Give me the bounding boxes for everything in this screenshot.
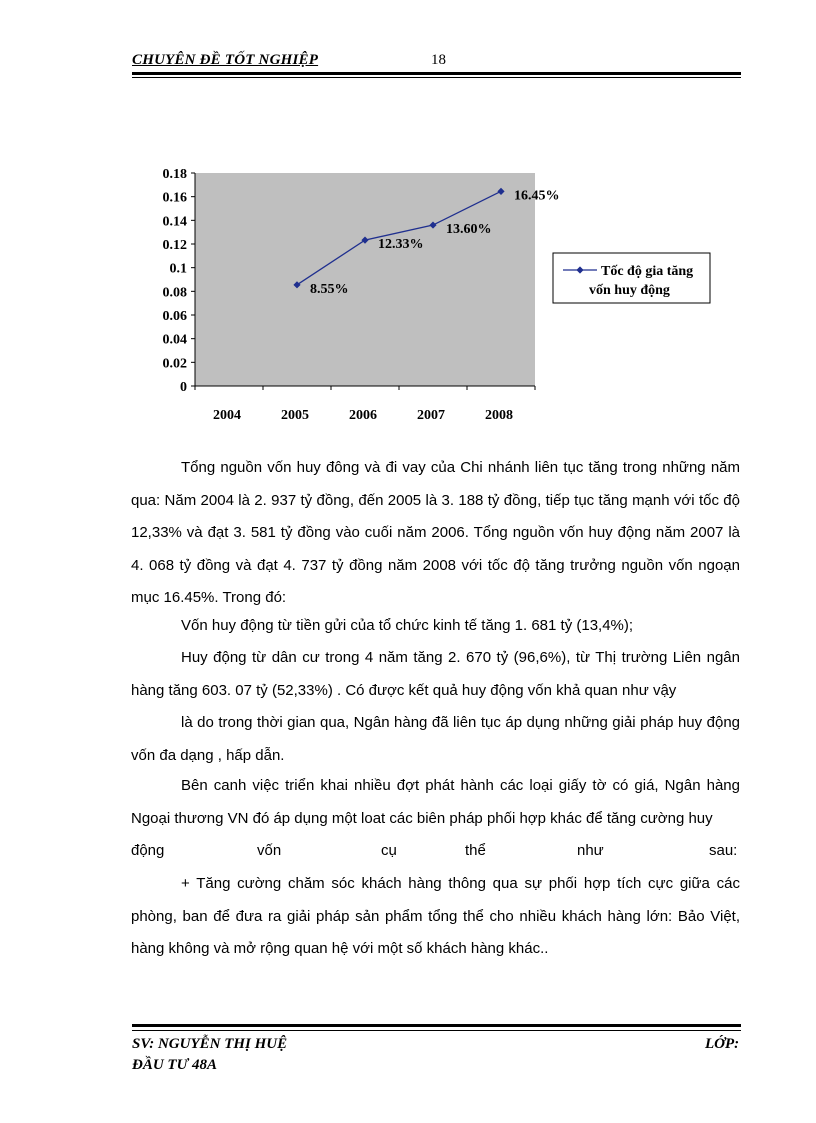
spread-word: động	[131, 842, 165, 859]
x-tick-label: 2004	[213, 408, 241, 423]
paragraph-measures: Bên canh việc triển khai nhiều đợt phát hành các loại giấy tờ có giá, Ngân hàng Ngoại thương VN đó áp dụng một loat các biên pháp phối hợp khác để tăng cường huy	[131, 777, 740, 827]
spread-words-line	[131, 842, 740, 862]
y-tick-label: 0.12	[162, 238, 187, 253]
spread-word: sau:	[709, 842, 738, 859]
paragraph-corporate-deposits: Vốn huy động từ tiền gửi của tổ chức kinh tế tăng 1. 681 tỷ (13,4%);	[181, 617, 634, 634]
x-tick-label: 2007	[417, 408, 445, 423]
data-label: 12.33%	[378, 237, 424, 253]
footer-rule-thick	[132, 1024, 741, 1027]
data-label: 8.55%	[310, 281, 349, 297]
y-tick-label: 0.04	[162, 332, 187, 348]
footer-class-code: ĐẦU TƯ 48A	[132, 1057, 217, 1073]
x-tick-label: 2005	[281, 408, 309, 423]
y-tick-label: 0.02	[162, 356, 187, 372]
y-tick-label: 0.14	[162, 214, 187, 230]
x-tick-label: 2006	[349, 408, 377, 423]
y-tick-label: 0.18	[162, 167, 187, 182]
y-tick-label: 0.16	[162, 190, 187, 206]
spread-word: như	[577, 842, 604, 859]
legend-label-line2: vốn huy động	[589, 283, 670, 298]
document-header-title: CHUYÊN ĐỀ TỐT NGHIỆP	[132, 52, 319, 68]
spread-word: vốn	[257, 842, 282, 859]
paragraph-resident-deposits-cont: là do trong thời gian qua, Ngân hàng đã liên tục áp dụng những giải pháp huy động vốn đa dạng , hấp dẫn.	[131, 714, 740, 764]
y-tick-label: 0	[180, 380, 187, 395]
legend-label-line1: Tốc độ gia tăng	[601, 264, 694, 279]
header-rule-thick	[132, 72, 741, 75]
spread-word: cụ	[381, 842, 397, 859]
y-tick-label: 0.08	[162, 285, 187, 301]
paragraph-customer-care: + Tăng cường chăm sóc khách hàng thông qua sự phối hợp tích cực giữa các phòng, ban để đưa ra giải pháp sản phẩm tổng thể cho nhiều khách hàng lớn: Bảo Việt, hàng không và mở rộng quan hệ với một số khách hàng khác..	[131, 875, 740, 957]
plot-area	[195, 173, 535, 386]
footer-class-label: LỚP:	[705, 1036, 740, 1052]
spread-word: thể	[465, 842, 486, 859]
footer-rule-thin	[132, 1030, 741, 1031]
paragraph-resident-deposits: Huy động từ dân cư trong 4 năm tăng 2. 670 tỷ (96,6%), từ Thị trường Liên ngân hàng tăng 603. 07 tỷ (52,33%) . Có được kết quả huy động vốn khả quan như vậy	[131, 649, 740, 699]
header-rule-thin	[132, 77, 741, 78]
footer-student-name: SV: NGUYỄN THỊ HUỆ	[132, 1036, 288, 1052]
y-tick-label: 0.06	[162, 309, 187, 324]
x-tick-label: 2008	[485, 408, 513, 423]
page-number: 18	[431, 52, 446, 68]
paragraph-total-capital: Tổng nguồn vốn huy đông và đi vay của Chi nhánh liên tục tăng trong những năm qua: Năm 2004 là 2. 937 tỷ đồng, đến 2005 là 3. 188 tỷ đồng, tiếp tục tăng mạnh với tốc độ 12,33% và đạt 3. 581 tỷ đồng vào cuối năm 2006. Tổng nguồn vốn huy động năm 2007 là 4. 068 tỷ đồng và đạt 4. 737 tỷ đồng năm 2008 với tốc độ tăng trưởng nguồn vốn ngoạn mục 16.45%. Trong đó:	[131, 459, 740, 606]
growth-rate-line-chart	[140, 160, 730, 435]
data-label: 13.60%	[446, 222, 492, 238]
data-label: 16.45%	[514, 188, 560, 204]
y-tick-label: 0.1	[169, 261, 187, 277]
